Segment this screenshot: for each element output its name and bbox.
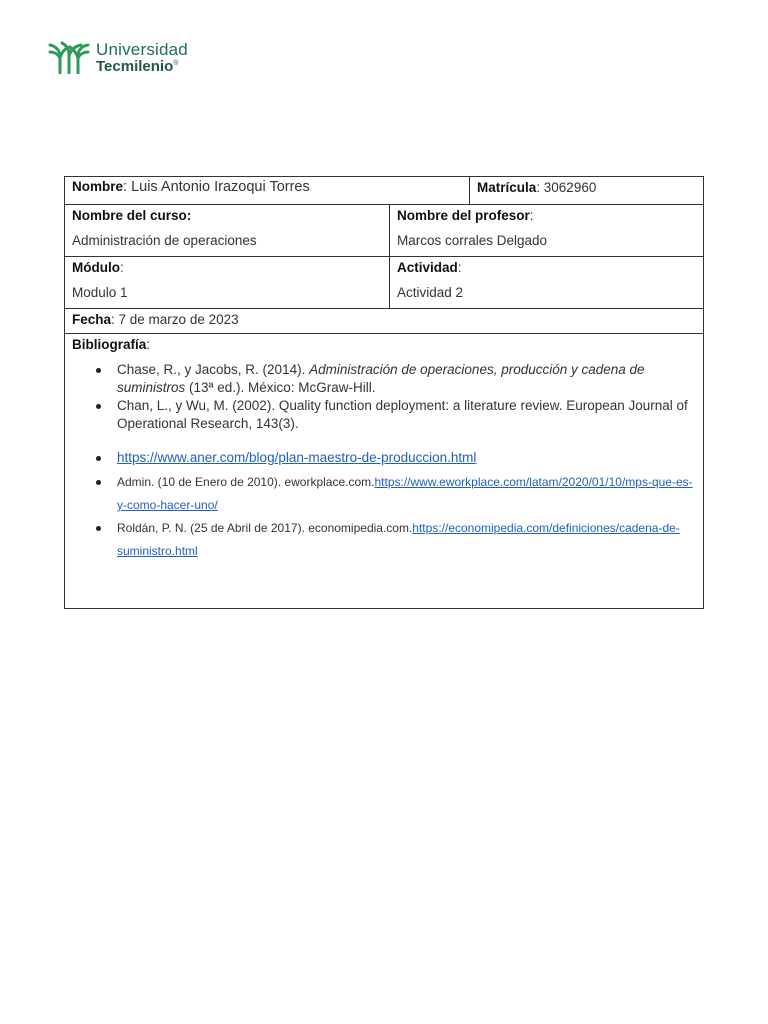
list-item: Admin. (10 de Enero de 2010). eworkplace.com.https://www.eworkplace.com/latam/2020/01/10/mps-que-es-y-como-hacer-uno/ bbox=[117, 471, 696, 517]
logo-line-universidad: Universidad bbox=[96, 39, 188, 59]
actividad-value: Actividad 2 bbox=[397, 285, 464, 300]
cell-profesor bbox=[389, 205, 703, 256]
tecmilenio-leaf-icon bbox=[48, 40, 90, 74]
row-course bbox=[65, 205, 703, 257]
curso-label: Nombre del curso: bbox=[72, 208, 192, 223]
row-name bbox=[65, 177, 703, 205]
list-item bbox=[117, 449, 696, 467]
row-date bbox=[65, 309, 703, 334]
profesor-value: Marcos corrales Delgado bbox=[397, 233, 548, 248]
profesor-colon: : bbox=[529, 208, 534, 223]
aner-link[interactable]: https://www.aner.com/blog/plan-maestro-de-produccion.html bbox=[117, 450, 477, 465]
bibliografia-colon: : bbox=[146, 337, 151, 352]
list-item: Chase, R., y Jacobs, R. (2014). Administración de operaciones, producción y cadena de suministros (13ª ed.). México: McGraw-Hill. bbox=[117, 361, 696, 397]
modulo-label: Módulo bbox=[72, 260, 120, 275]
curso-value: Administración de operaciones bbox=[72, 233, 257, 248]
bibliografia-label: Bibliografía bbox=[72, 337, 147, 352]
row-module bbox=[65, 257, 703, 309]
nombre-value: : Luis Antonio Irazoqui Torres bbox=[123, 179, 310, 195]
student-info-table bbox=[64, 176, 704, 609]
eworkplace-link[interactable]: https://www.eworkplace.com/latam/2020/01/10/mps-que-es-y-como-hacer-uno/ bbox=[117, 475, 693, 512]
profesor-label: Nombre del profesor bbox=[397, 208, 530, 223]
logo-line-tecmilenio: Tecmilenio® bbox=[96, 57, 179, 75]
list-item: Roldán, P. N. (25 de Abril de 2017). economipedia.com.https://economipedia.com/definiciones/cadena-de-suministro.html bbox=[117, 517, 696, 563]
bibliography-list bbox=[72, 361, 696, 563]
fecha-label: Fecha bbox=[72, 312, 112, 327]
actividad-label: Actividad bbox=[397, 260, 458, 275]
row-bibliography bbox=[65, 334, 703, 608]
cell-nombre bbox=[65, 177, 469, 204]
cell-modulo bbox=[65, 257, 389, 308]
cell-actividad bbox=[389, 257, 703, 308]
matricula-label: Matrícula bbox=[477, 180, 537, 195]
matricula-value: : 3062960 bbox=[536, 180, 597, 195]
modulo-value: Modulo 1 bbox=[72, 285, 128, 300]
cell-fecha bbox=[65, 309, 703, 333]
nombre-label: Nombre bbox=[72, 179, 124, 194]
cell-matricula bbox=[469, 177, 703, 204]
cell-bibliografia bbox=[65, 334, 703, 608]
modulo-colon: : bbox=[119, 260, 124, 275]
list-item: Chan, L., y Wu, M. (2002). Quality function deployment: a literature review. European Journal of Operational Research, 143(3). bbox=[117, 397, 696, 433]
economipedia-link[interactable]: https://economipedia.com/definiciones/cadena-de-suministro.html bbox=[117, 521, 680, 558]
cell-curso bbox=[65, 205, 389, 256]
actividad-colon: : bbox=[457, 260, 462, 275]
university-logo bbox=[48, 40, 188, 74]
fecha-value: : 7 de marzo de 2023 bbox=[111, 312, 239, 327]
